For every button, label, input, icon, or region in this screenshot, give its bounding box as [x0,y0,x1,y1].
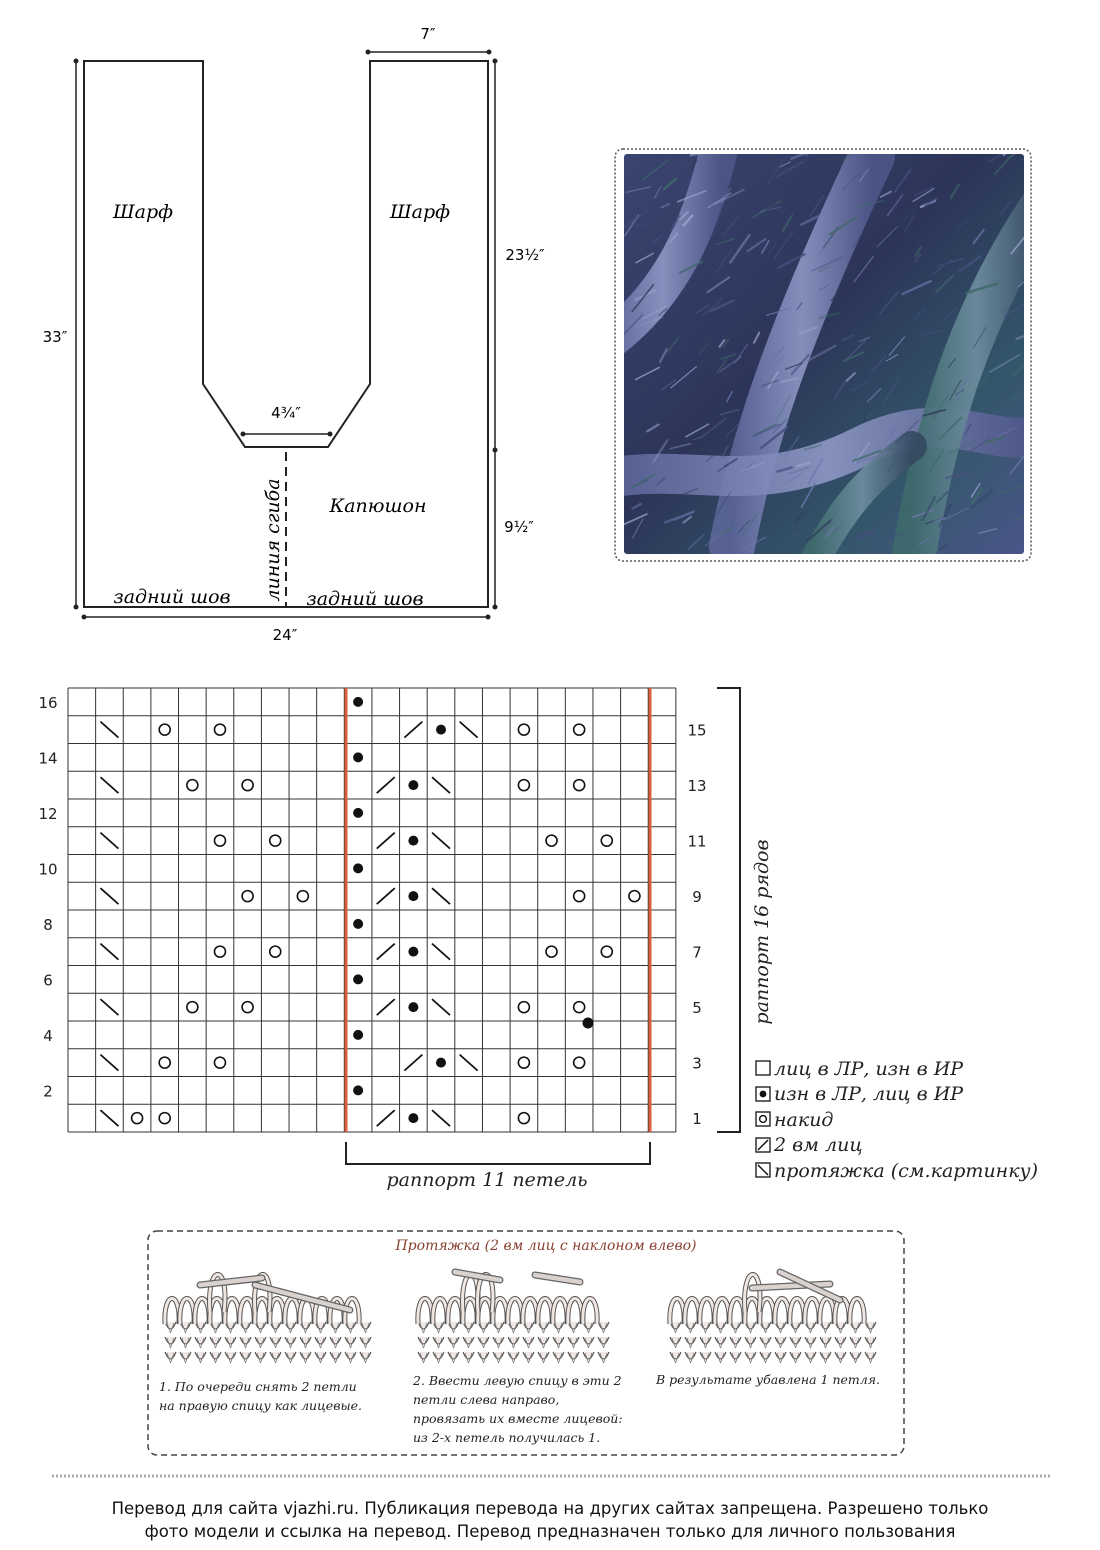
chart-symbol-yarn-over [546,946,557,957]
legend-label: изн в ЛР, лиц в ИР [774,1083,964,1106]
chart-symbol-purl [408,947,418,957]
technique-title: Протяжка (2 вм лиц с наклоном влево) [395,1238,697,1254]
chart-symbol-purl [353,752,363,762]
chart-symbol-ssk [100,722,118,738]
chart-symbol-ssk [432,1110,450,1126]
yarn-swatch-photo [612,146,1034,564]
chart-symbol-yarn-over [574,891,585,902]
legend-circle-icon [755,1111,772,1128]
legend-item-empty [755,1056,1085,1082]
chart-symbol-yarn-over [518,724,529,735]
row-repeat-label: раппорт 16 рядов [751,839,773,1025]
chart-symbol-purl [408,891,418,901]
row-number-left: 10 [38,860,58,879]
step2-line3: провязать их вместе лицевой: [413,1411,623,1426]
row-number-left: 6 [43,971,53,990]
chart-symbol-ssk [432,999,450,1015]
legend-label: лиц в ЛР, изн в ИР [774,1057,964,1080]
chart-symbol-purl [353,1085,363,1095]
stitch-repeat-bracket [346,1142,650,1164]
chart-symbol-k2tog [404,722,422,738]
footer-separator [0,1470,1100,1482]
chart-symbol-yarn-over [270,946,281,957]
stitch-chart [0,670,800,1200]
garment-schematic [0,0,600,640]
legend-item-dot [755,1082,1085,1108]
dim-total-height: 33″ [42,328,68,346]
label-fold-line: линия сгиба [262,478,284,602]
chart-symbol-yarn-over [159,1057,170,1068]
chart-symbol-yarn-over [187,1002,198,1013]
chart-symbol-ssk [100,888,118,904]
chart-symbol-yarn-over [242,891,253,902]
chart-symbol-purl [353,919,363,929]
technique-illustration-result [670,1272,876,1363]
chart-symbol-yarn-over [518,780,529,791]
row-repeat-bracket [717,688,740,1132]
legend-dot-icon [755,1086,772,1103]
chart-symbol-yarn-over [187,780,198,791]
chart-symbol-yarn-over [132,1113,143,1124]
legend-empty-icon [755,1060,772,1077]
row-number-right: 15 [687,721,707,740]
chart-symbol-k2tog [377,777,395,793]
chart-symbol-purl [353,1030,363,1040]
chart-symbol-k2tog [377,833,395,849]
chart-symbol-purl [353,808,363,818]
chart-symbol-yarn-over [214,835,225,846]
chart-symbol-yarn-over [159,1113,170,1124]
chart-symbol-yarn-over [629,891,640,902]
row-number-left: 8 [43,915,53,934]
svg-text:1. По очереди снять 2 петли [159,1379,362,1413]
footer-notice [30,1497,1070,1543]
chart-symbol-k2tog [377,999,395,1015]
step2-line1: 2. Ввести левую спицу в эти 2 [413,1373,622,1388]
chart-symbol-ssk [100,1055,118,1071]
row-number-right: 9 [692,888,702,907]
legend-label: накид [774,1108,834,1131]
legend-item-circle [755,1107,1085,1133]
row-number-right: 3 [692,1054,702,1073]
chart-symbol-yarn-over [601,835,612,846]
svg-text:2. Ввести левую спицу в эти 2 [412,1373,627,1445]
chart-symbol-purl [408,836,418,846]
row-number-left: 12 [38,804,58,823]
label-hood: Капюшон [329,495,427,517]
chart-symbol-ssk [432,944,450,960]
chart-symbol-purl [353,863,363,873]
chart-symbol-purl [436,725,446,735]
chart-symbol-ssk [460,722,478,738]
row-number-right: 13 [687,777,707,796]
row-number-left: 2 [43,1082,53,1101]
chart-symbol-yarn-over [297,891,308,902]
chart-symbol-k2tog [377,1110,395,1126]
row-number-right: 11 [687,832,707,851]
row-number-right: 1 [692,1110,702,1129]
dim-hood-height: 9½″ [504,518,534,536]
chart-symbol-ssk [460,1055,478,1071]
chart-stray-dot [583,1018,594,1029]
chart-symbol-k2tog [377,888,395,904]
chart-symbol-yarn-over [214,946,225,957]
result-text: В результате убавлена 1 петля. [656,1372,880,1387]
chart-symbol-ssk [100,833,118,849]
stitch-repeat-label: раппорт 11 петель [386,1169,588,1191]
chart-symbol-yarn-over [518,1057,529,1068]
chart-symbol-ssk [432,888,450,904]
chart-symbol-yarn-over [242,780,253,791]
technique-illustration-step2 [418,1272,609,1363]
legend-item-slash-right [755,1133,1085,1159]
chart-symbol-yarn-over [574,780,585,791]
chart-symbol-ssk [100,777,118,793]
chart-symbol-purl [408,1113,418,1123]
row-number-right: 7 [692,943,702,962]
legend-item-slash-left [755,1158,1085,1184]
label-scarf-left: Шарф [112,201,174,223]
label-seam-right: задний шов [306,588,424,610]
step1-line2: на правую спицу как лицевые. [159,1398,363,1413]
chart-symbol-ssk [100,1110,118,1126]
row-number-left: 14 [38,749,58,768]
chart-symbol-ssk [100,944,118,960]
chart-symbol-purl [353,974,363,984]
chart-symbol-purl [408,780,418,790]
legend-slash-right-icon [755,1137,772,1154]
legend [755,1056,1085,1184]
chart-symbol-yarn-over [214,724,225,735]
chart-symbol-yarn-over [546,835,557,846]
chart-symbol-yarn-over [242,1002,253,1013]
chart-symbol-purl [436,1058,446,1068]
chart-symbol-yarn-over [518,1002,529,1013]
dim-bottom-width: 24″ [272,626,298,640]
footer-line-2: фото модели и ссылка на перевод. Перевод предназначен только для личного пользования [144,1522,956,1541]
chart-symbol-purl [408,1002,418,1012]
chart-symbol-yarn-over [270,835,281,846]
chart-symbol-ssk [432,777,450,793]
chart-symbol-yarn-over [574,1002,585,1013]
chart-symbol-k2tog [404,1055,422,1071]
step1-line1: 1. По очереди снять 2 петли [159,1379,357,1394]
legend-slash-left-icon [755,1162,772,1179]
footer-line-1: Перевод для сайта vjazhi.ru. Публикация перевода на других сайтах запрещена. Разрешено только [111,1499,989,1518]
chart-symbol-yarn-over [159,724,170,735]
legend-label: протяжка (см.картинку) [774,1159,1038,1182]
label-seam-left: задний шов [113,586,231,608]
step2-line2: петли слева направо, [413,1392,560,1407]
chart-symbol-ssk [432,833,450,849]
chart-symbol-ssk [100,999,118,1015]
chart-symbol-purl [353,697,363,707]
technique-box [140,1225,915,1460]
row-number-left: 16 [38,693,58,712]
label-scarf-right: Шарф [389,201,451,223]
dim-top-width: 7″ [420,25,436,43]
row-number-right: 5 [692,999,702,1018]
step2-line4: из 2-х петель получилась 1. [413,1430,601,1445]
dim-scarf-height: 23½″ [505,246,545,264]
legend-label: 2 вм лиц [774,1134,863,1157]
chart-symbol-k2tog [377,944,395,960]
row-number-left: 4 [43,1026,53,1045]
chart-symbol-yarn-over [574,724,585,735]
dim-neck-width: 4¾″ [271,404,301,422]
chart-symbol-yarn-over [601,946,612,957]
chart-symbol-yarn-over [214,1057,225,1068]
chart-symbol-yarn-over [574,1057,585,1068]
schematic-outline [84,61,488,607]
chart-symbol-yarn-over [518,1113,529,1124]
technique-illustration-step1 [165,1275,371,1364]
